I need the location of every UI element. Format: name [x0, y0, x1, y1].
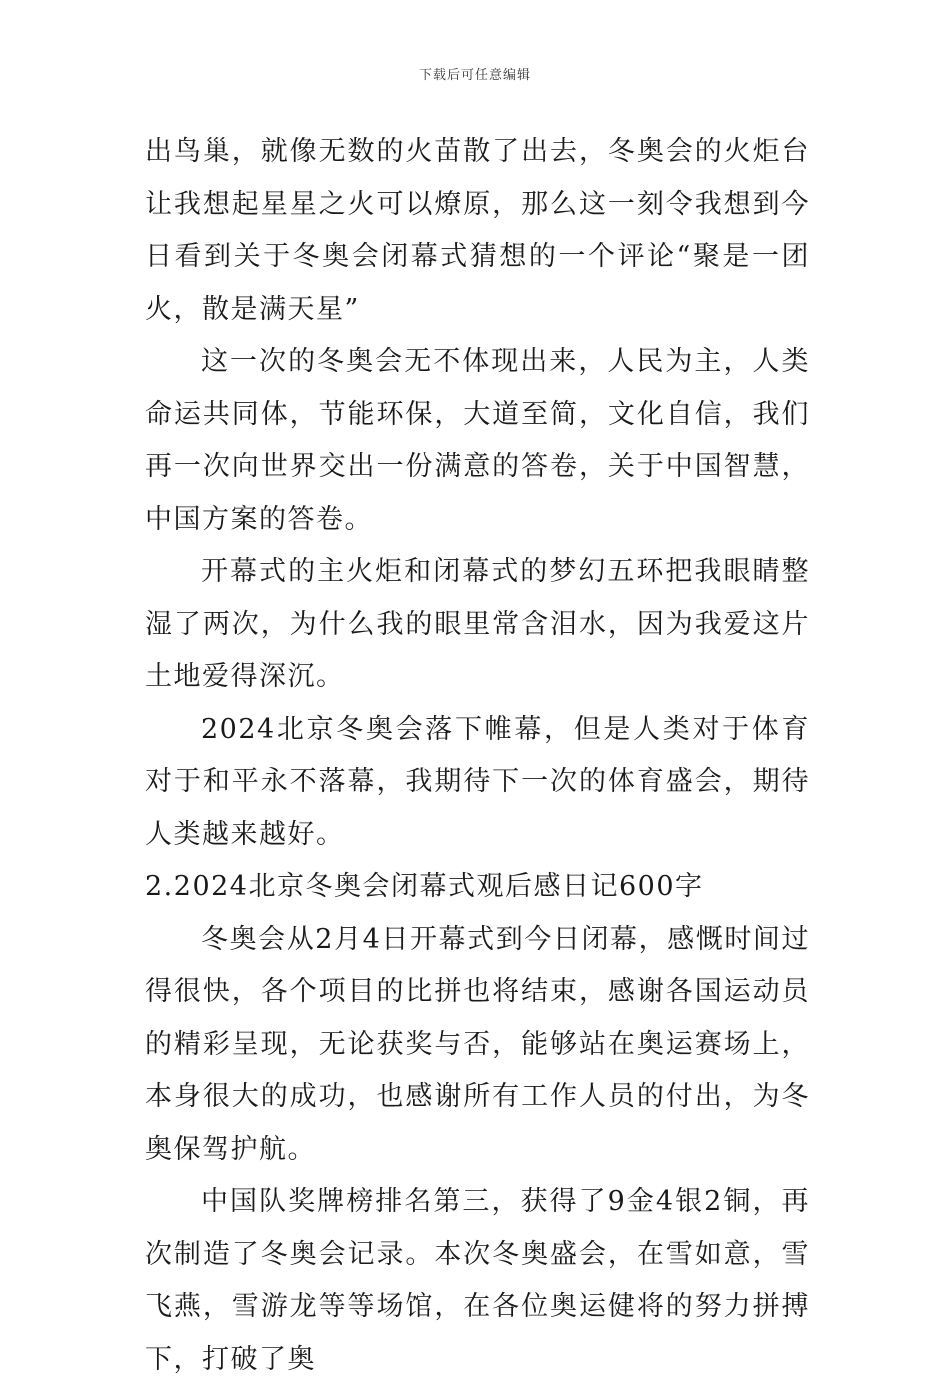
paragraph: 2024北京冬奥会落下帷幕，但是人类对于体育对于和平永不落幕，我期待下一次的体育盛会，期待人类越来越好。 [145, 713, 810, 850]
document-body [145, 126, 810, 1386]
paragraph: 中国队奖牌榜排名第三，获得了9金4银2铜，再次制造了冬奥会记录。本次冬奥盛会，在雪如意，雪飞燕，雪游龙等等场馆，在各位奥运健将的努力拼搏下，打破了奥 [145, 1186, 810, 1375]
paragraph: 开幕式的主火炬和闭幕式的梦幻五环把我眼睛整湿了两次，为什么我的眼里常含泪水，因为我爱这片土地爱得深沉。 [145, 556, 810, 692]
section-heading: 2.2024北京冬奥会闭幕式观后感日记600字 [145, 871, 704, 902]
paragraph: 这一次的冬奥会无不体现出来，人民为主，人类命运共同体，节能环保，大道至简，文化自信，我们再一次向世界交出一份满意的答卷，关于中国智慧，中国方案的答卷。 [145, 346, 810, 535]
paragraph: 冬奥会从2月4日开幕式到今日闭幕，感慨时间过得很快，各个项目的比拼也将结束，感谢各国运动员的精彩呈现，无论获奖与否，能够站在奥运赛场上，本身很大的成功，也感谢所有工作人员的付出，为冬奥保驾护航。 [145, 923, 810, 1165]
page-header: 下载后可任意编辑 [418, 68, 531, 83]
paragraph-continuation: 出鸟巢，就像无数的火苗散了出去，冬奥会的火炬台让我想起星星之火可以燎原，那么这一刻令我想到今日看到关于冬奥会闭幕式猜想的一个评论“聚是一团火，散是满天星” [145, 136, 810, 325]
